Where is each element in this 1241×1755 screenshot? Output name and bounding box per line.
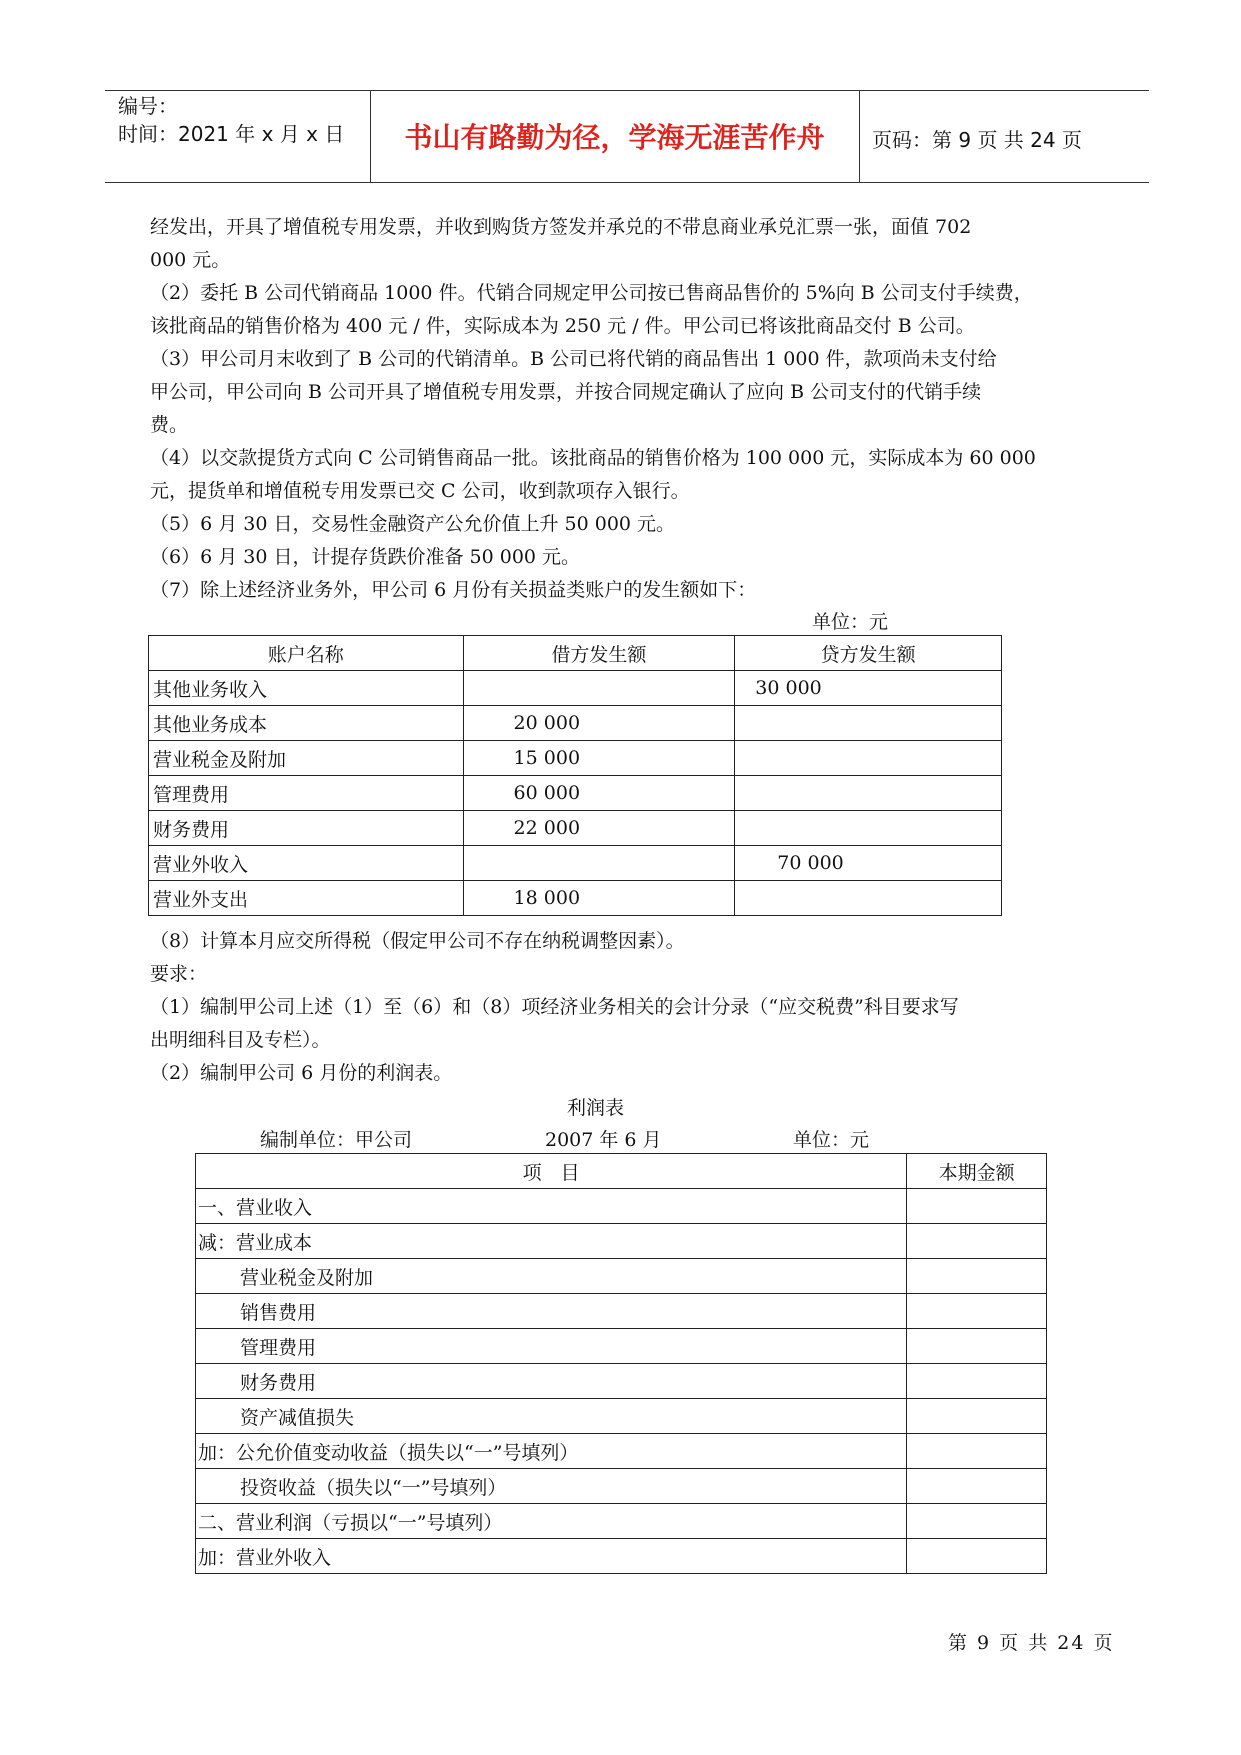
doc-number-label: 编号： [118, 94, 178, 118]
table-row [196, 1224, 1047, 1259]
text-line: （7）除上述经济业务外，甲公司 6 月份有关损益类账户的发生额如下： [150, 579, 757, 601]
table-row [149, 706, 1002, 741]
col-header-amount: 本期金额 [907, 1154, 1047, 1189]
text-line: （5）6 月 30 日，交易性金融资产公允价值上升 50 000 元。 [150, 513, 676, 535]
table-row [196, 1329, 1047, 1364]
account-name: 营业外收入 [149, 846, 464, 881]
item-label: 加：公允价值变动收益（损失以“一”号填列） [196, 1434, 907, 1469]
text-line: 要求： [150, 963, 208, 985]
debit-amount: 22 000 [463, 811, 735, 846]
credit-amount: 30 000 [735, 671, 1002, 706]
debit-amount: 20 000 [463, 706, 735, 741]
col-header-debit: 借方发生额 [463, 636, 735, 671]
amount-cell [907, 1434, 1047, 1469]
header-slogan: 书山有路勤为径，学海无涯苦作舟 [404, 121, 825, 154]
text-line: （1）编制甲公司上述（1）至（6）和（8）项经济业务相关的会计分录（“应交税费”科目要求写 [150, 996, 959, 1018]
text-line: （8）计算本月应交所得税（假定甲公司不存在纳税调整因素）。 [150, 930, 685, 952]
income-statement-period: 2007 年 6 月 [545, 1129, 662, 1151]
table-row [149, 671, 1002, 706]
col-header-item: 项 目 [196, 1154, 907, 1189]
text-line: （4）以交款提货方式向 C 公司销售商品一批。该批商品的销售价格为 100 000 元，实际成本为 60 000 [150, 447, 1036, 469]
header-top-rule [105, 90, 1149, 91]
account-name: 其他业务成本 [149, 706, 464, 741]
item-label: 财务费用 [196, 1364, 907, 1399]
table-row [149, 776, 1002, 811]
table-row [196, 1259, 1047, 1294]
table-row [196, 1364, 1047, 1399]
account-table [148, 635, 1002, 916]
text-line: 元，提货单和增值税专用发票已交 C 公司，收到款项存入银行。 [150, 480, 690, 502]
account-name: 管理费用 [149, 776, 464, 811]
item-label: 加：营业外收入 [196, 1539, 907, 1574]
header-left [118, 92, 344, 148]
account-name: 其他业务收入 [149, 671, 464, 706]
item-label: 资产减值损失 [196, 1399, 907, 1434]
item-label: 销售费用 [196, 1294, 907, 1329]
table-header-row [149, 636, 1002, 671]
header-bottom-rule [105, 182, 1149, 183]
col-header-account: 账户名称 [149, 636, 464, 671]
text-line: （3）甲公司月末收到了 B 公司的代销清单。B 公司已将代销的商品售出 1 000 件，款项尚未支付给 [150, 348, 997, 370]
header-page-label: 页码：第 9 页 共 24 页 [872, 128, 1082, 152]
item-label: 二、营业利润（亏损以“一”号填列） [196, 1504, 907, 1539]
amount-cell [907, 1189, 1047, 1224]
table-header-row [196, 1154, 1047, 1189]
account-name: 财务费用 [149, 811, 464, 846]
amount-cell [907, 1504, 1047, 1539]
income-statement-title: 利润表 [567, 1097, 625, 1119]
credit-amount [735, 776, 1002, 811]
item-label: 减：营业成本 [196, 1224, 907, 1259]
amount-cell [907, 1294, 1047, 1329]
amount-cell [907, 1329, 1047, 1364]
table-row [196, 1469, 1047, 1504]
debit-amount: 18 000 [463, 881, 735, 916]
table-row [196, 1399, 1047, 1434]
item-label: 营业税金及附加 [196, 1259, 907, 1294]
table-row [196, 1294, 1047, 1329]
item-label: 一、营业收入 [196, 1189, 907, 1224]
requirements-text [150, 925, 1130, 1090]
doc-time-label: 时间：2021 年 x 月 x 日 [118, 122, 345, 146]
debit-amount: 15 000 [463, 741, 735, 776]
debit-amount [463, 846, 735, 881]
credit-amount [735, 881, 1002, 916]
text-line: （2）委托 B 公司代销商品 1000 件。代销合同规定甲公司按已售商品售价的 5%向 B 公司支付手续费， [150, 282, 1033, 304]
table-row [149, 811, 1002, 846]
credit-amount [735, 706, 1002, 741]
table-row [149, 741, 1002, 776]
table1-unit: 单位：元 [812, 611, 889, 633]
amount-cell [907, 1539, 1047, 1574]
table-row [196, 1539, 1047, 1574]
col-header-credit: 贷方发生额 [735, 636, 1002, 671]
table-row [196, 1434, 1047, 1469]
text-line: 经发出，开具了增值税专用发票，并收到购货方签发并承兑的不带息商业承兑汇票一张，面值 702 [150, 216, 972, 238]
account-name: 营业外支出 [149, 881, 464, 916]
amount-cell [907, 1469, 1047, 1504]
income-statement-table [195, 1153, 1047, 1574]
header-divider-right [859, 90, 860, 182]
income-statement-unit: 单位：元 [793, 1129, 870, 1151]
amount-cell [907, 1399, 1047, 1434]
text-line: 该批商品的销售价格为 400 元 / 件，实际成本为 250 元 / 件。甲公司已将该批商品交付 B 公司。 [150, 315, 975, 337]
debit-amount [463, 671, 735, 706]
credit-amount: 70 000 [735, 846, 1002, 881]
body-text [150, 211, 1130, 607]
table-row [196, 1189, 1047, 1224]
table-row [149, 881, 1002, 916]
debit-amount: 60 000 [463, 776, 735, 811]
text-line: （2）编制甲公司 6 月份的利润表。 [150, 1062, 453, 1084]
table-row [149, 846, 1002, 881]
item-label: 管理费用 [196, 1329, 907, 1364]
credit-amount [735, 741, 1002, 776]
amount-cell [907, 1364, 1047, 1399]
credit-amount [735, 811, 1002, 846]
page-footer: 第 9 页 共 24 页 [948, 1632, 1115, 1654]
income-statement-unit-label: 编制单位：甲公司 [260, 1129, 413, 1151]
text-line: （6）6 月 30 日，计提存货跌价准备 50 000 元。 [150, 546, 581, 568]
text-line: 甲公司，甲公司向 B 公司开具了增值税专用发票，并按合同规定确认了应向 B 公司支付的代销手续 [150, 381, 982, 403]
amount-cell [907, 1259, 1047, 1294]
text-line: 费。 [150, 414, 189, 436]
account-name: 营业税金及附加 [149, 741, 464, 776]
amount-cell [907, 1224, 1047, 1259]
table-row [196, 1504, 1047, 1539]
text-line: 000 元。 [150, 249, 231, 271]
text-line: 出明细科目及专栏）。 [150, 1029, 331, 1051]
item-label: 投资收益（损失以“一”号填列） [196, 1469, 907, 1504]
header-divider-left [370, 90, 371, 182]
